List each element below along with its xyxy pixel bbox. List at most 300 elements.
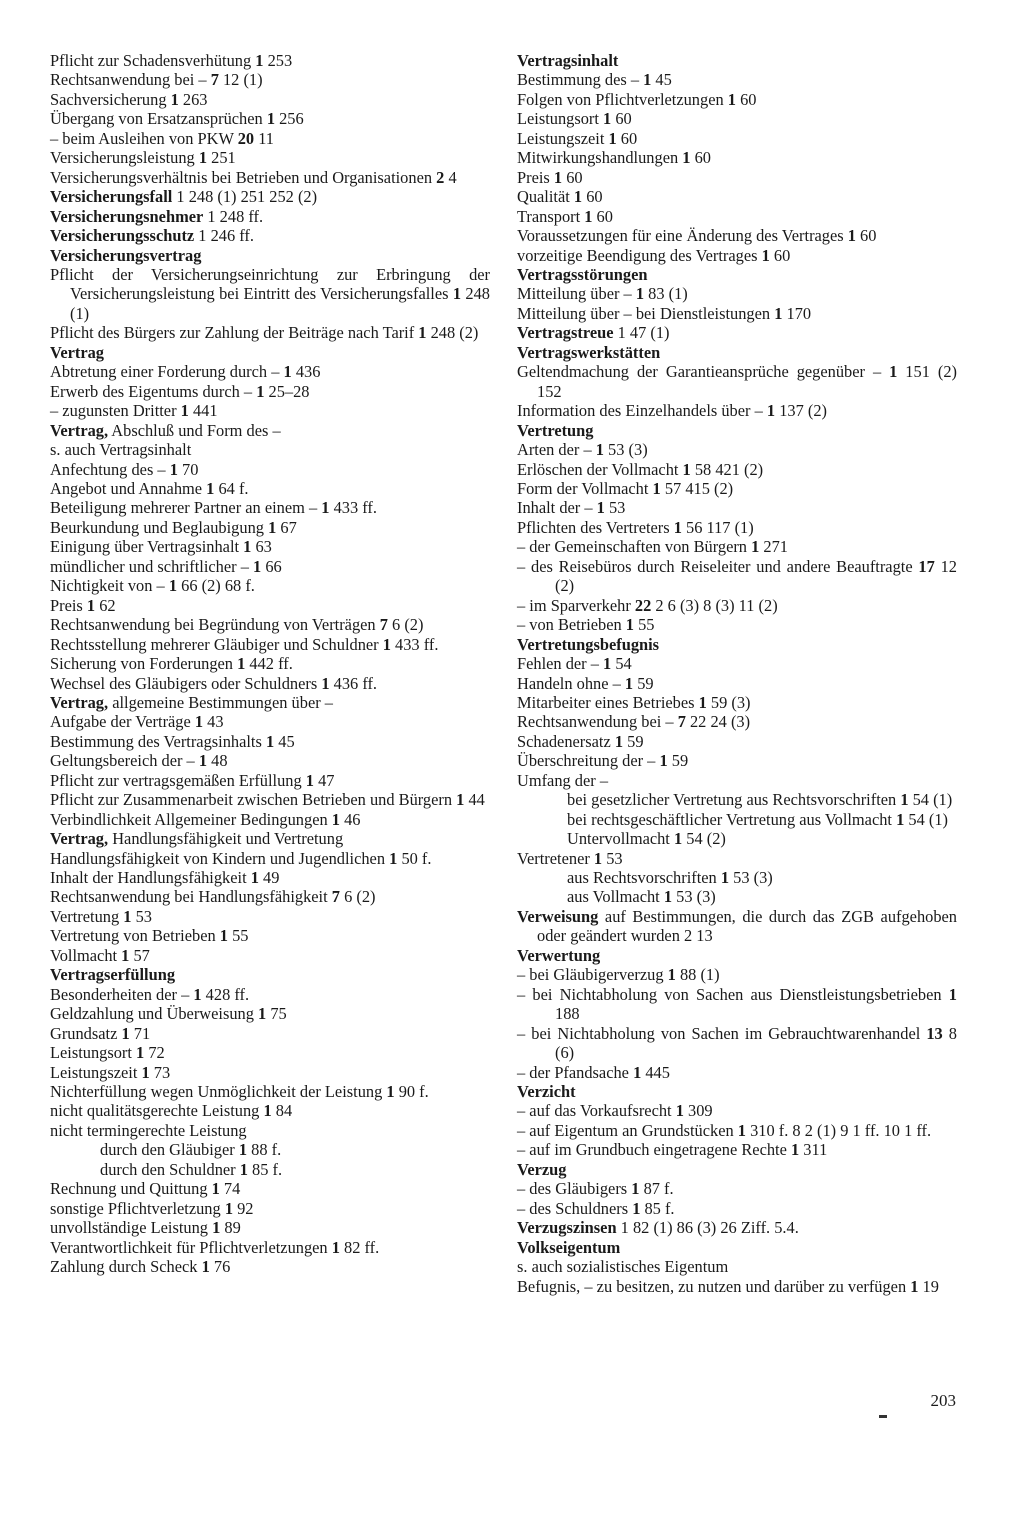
index-entry [50, 498, 490, 517]
index-entry [50, 596, 490, 615]
law-number: 1 [224, 1198, 234, 1218]
law-number: 1 [198, 148, 208, 168]
index-heading-entry [50, 421, 490, 440]
section-reference: 45 [274, 731, 295, 751]
heading-reference: Abschluß und Form des – [108, 420, 281, 440]
section-reference: 54 [611, 654, 632, 674]
heading-reference: 1 246 ff. [194, 226, 254, 246]
entry-term: Fehlen der – [517, 654, 604, 674]
section-reference: 445 [641, 1062, 670, 1082]
law-number: 1 [194, 712, 204, 732]
section-reference: 75 [266, 1004, 287, 1024]
index-entry [517, 654, 957, 673]
index-entry [50, 1024, 490, 1043]
index-subentry [517, 810, 957, 829]
section-reference: 53 (3) [603, 440, 648, 460]
entry-term: – bei Nichtabholung von Sachen im Gebrauchtwarenhandel [517, 1023, 927, 1043]
law-number: 1 [86, 595, 96, 615]
entry-term: Besonderheiten der – [50, 984, 194, 1004]
law-number: 1 [761, 245, 770, 265]
entry-term: Nichterfüllung wegen Unmöglichkeit der Leistung [50, 1082, 387, 1102]
section-reference: 92 [233, 1198, 254, 1218]
entry-term: vorzeitige Beendigung des Vertrages [517, 245, 762, 265]
heading-reference: Handlungsfähigkeit und Vertretung [108, 829, 344, 849]
section-reference: 66 (2) 68 f. [177, 576, 255, 596]
law-number: 1 [910, 1276, 919, 1296]
entry-term: Bestimmung des – [517, 70, 644, 90]
index-entry [50, 635, 490, 654]
index-heading: Verzicht [517, 1082, 576, 1102]
entry-term: Zahlung durch Scheck [50, 1257, 202, 1277]
law-number: 1 [682, 148, 691, 168]
law-number: 1 [751, 537, 760, 557]
law-number: 1 [321, 673, 330, 693]
entry-term: unvollständige Leistung [50, 1218, 213, 1238]
index-entry [517, 518, 957, 537]
section-reference: 53 [602, 848, 623, 868]
section-reference: 87 f. [639, 1179, 674, 1199]
index-entry [50, 265, 490, 323]
entry-term: Leistungszeit [517, 128, 609, 148]
section-reference: 442 ff. [245, 654, 293, 674]
entry-term: Mitteilung über – [517, 284, 636, 304]
section-reference: 60 [690, 148, 711, 168]
entry-term: – der Gemeinschaften von Bürgern [517, 537, 752, 557]
law-number: 1 [389, 848, 398, 868]
law-number: 1 [198, 751, 208, 771]
section-reference: 441 [188, 401, 218, 421]
section-reference: 48 [207, 751, 228, 771]
entry-term: Arten der – [517, 440, 596, 460]
entry-term: Untervollmacht [567, 829, 674, 849]
entry-term: Pflicht der Versicherungseinrichtung zur Erbringung der Versicherungsleistung bei Eintritt des Versicherungsfalles [50, 264, 490, 304]
entry-term: Leistungsort [517, 109, 604, 129]
section-reference: 84 [271, 1101, 293, 1121]
index-entry [50, 751, 490, 770]
section-reference: 50 f. [397, 848, 432, 868]
section-reference: 311 [799, 1140, 828, 1160]
index-entry [517, 479, 957, 498]
entry-term: Angebot und Annahme [50, 478, 207, 498]
index-heading-entry [517, 323, 957, 342]
index-entry [517, 129, 957, 148]
section-reference: 63 [251, 537, 272, 557]
index-entry [517, 284, 957, 303]
section-reference: 54 (2) [682, 829, 726, 849]
index-entry [517, 1199, 957, 1218]
law-number: 1 [667, 965, 676, 985]
index-entry [50, 810, 490, 829]
entry-term: Pflichten des Vertreters [517, 517, 674, 537]
section-reference: 2 6 (3) 8 (3) 11 (2) [651, 595, 778, 615]
law-number: 1 [212, 1218, 221, 1238]
index-subentry [517, 887, 957, 906]
law-number: 1 [673, 829, 683, 849]
entry-term: bei gesetzlicher Vertretung aus Rechtsvorschriften [567, 790, 901, 810]
law-number: 13 [926, 1023, 943, 1043]
law-number: 1 [255, 51, 264, 70]
index-heading: Vertragserfüllung [50, 965, 176, 985]
section-reference: 263 [178, 89, 208, 109]
entry-term: – von Betrieben [517, 615, 626, 635]
law-number: 1 [239, 1159, 248, 1179]
law-number: 1 [624, 673, 634, 693]
entry-term: Versicherungsleistung [50, 148, 199, 168]
index-entry [50, 926, 490, 945]
entry-term: Sicherung von Forderungen [50, 654, 238, 674]
index-entry [517, 1121, 957, 1140]
entry-term: Nichtigkeit von – [50, 576, 169, 596]
law-number: 1 [790, 1140, 800, 1160]
section-reference: 22 24 (3) [685, 712, 751, 732]
section-reference: 60 [592, 206, 613, 226]
section-reference: 66 [261, 556, 282, 576]
law-number: 1 [211, 1179, 220, 1199]
section-reference: 55 [634, 615, 655, 635]
law-number: 1 [253, 556, 262, 576]
section-reference: 60 [855, 226, 877, 246]
index-heading-entry [50, 829, 490, 848]
entry-term: aus Rechtsvorschriften [567, 868, 721, 888]
index-entry [517, 674, 957, 693]
entry-term: Inhalt der Handlungsfähigkeit [50, 868, 251, 888]
entry-term: sonstige Pflichtverletzung [50, 1198, 225, 1218]
law-number: 1 [720, 868, 730, 888]
index-entry [517, 90, 957, 109]
law-number: 1 [673, 517, 682, 537]
entry-term: – zugunsten Dritter [50, 401, 181, 421]
heading-reference: 1 248 ff. [203, 206, 264, 226]
law-number: 1 [737, 1120, 746, 1140]
index-entry [50, 712, 490, 731]
index-entry [517, 1257, 957, 1276]
law-number: 1 [643, 70, 652, 90]
heading-term: Vertragstreue [517, 323, 614, 343]
entry-term: Einigung über Vertragsinhalt [50, 537, 244, 557]
entry-term: Rechnung und Quittung [50, 1179, 212, 1199]
entry-term: – beim Ausleihen von PKW [50, 128, 238, 148]
index-entry [517, 537, 957, 556]
index-entry [517, 70, 957, 89]
entry-term: Rechtsanwendung bei Begründung von Verträgen [50, 615, 380, 635]
index-entry [517, 693, 957, 712]
index-entry [517, 1024, 957, 1063]
printing-mark [879, 1415, 887, 1418]
heading-term: Verzugszinsen [517, 1218, 617, 1238]
index-entry [50, 537, 490, 556]
index-entry [50, 51, 490, 70]
law-number: 1 [193, 984, 202, 1004]
law-number: 1 [123, 906, 132, 926]
section-reference: 8 (6) [555, 1023, 957, 1063]
index-entry [517, 615, 957, 634]
index-entry [50, 1101, 490, 1120]
index-entry [50, 654, 490, 673]
entry-term: Beteiligung mehrerer Partner an einem – [50, 498, 322, 518]
section-reference: 6 (2) [339, 887, 376, 907]
index-entry [517, 460, 957, 479]
section-reference: 59 [623, 731, 644, 751]
law-number: 1 [652, 478, 661, 498]
law-number: 1 [121, 945, 130, 965]
law-number: 1 [243, 537, 252, 557]
section-reference: 60 [611, 109, 632, 129]
section-reference: 433 ff. [390, 634, 439, 654]
section-reference: 248 (1) [70, 284, 490, 323]
index-subentry [517, 868, 957, 887]
entry-term: – des Schuldners [517, 1198, 633, 1218]
index-entry [517, 207, 957, 226]
entry-term: s. auch Vertragsinhalt [50, 440, 192, 460]
entry-term: Umfang der – [517, 770, 609, 790]
section-reference: 53 (3) [729, 868, 773, 888]
index-entry [50, 1082, 490, 1101]
entry-term: Transport [517, 206, 585, 226]
section-reference: 58 421 (2) [690, 459, 764, 479]
law-number: 7 [210, 70, 219, 90]
index-heading: Vertragsinhalt [517, 51, 619, 70]
index-entry [50, 518, 490, 537]
index-entry [50, 460, 490, 479]
index-entry [517, 557, 957, 596]
section-reference: 70 [177, 459, 199, 479]
section-reference: 55 [227, 926, 249, 946]
index-entry [517, 168, 957, 187]
index-entry [50, 1218, 490, 1237]
index-entry [50, 70, 490, 89]
entry-term: Voraussetzungen für eine Änderung des Vertrages [517, 226, 848, 246]
law-number: 1 [900, 790, 909, 810]
law-number: 1 [614, 731, 624, 751]
law-number: 1 [452, 284, 462, 304]
entry-term: mündlicher und schriftlicher – [50, 556, 254, 576]
law-number: 1 [121, 1023, 130, 1043]
index-entry [517, 187, 957, 206]
entry-term: nicht termingerechte Leistung [50, 1120, 247, 1140]
entry-term: Übergang von Ersatzansprüchen [50, 109, 267, 129]
index-heading: Vertragswerkstätten [517, 342, 661, 362]
entry-term: – bei Nichtabholung von Sachen aus Dienstleistungsbetrieben [517, 984, 949, 1004]
law-number: 1 [896, 809, 905, 829]
index-heading: Verzug [517, 1159, 567, 1179]
entry-term: Geltendmachung der Garantieansprüche gegenüber – [517, 362, 890, 382]
index-entry [50, 1179, 490, 1198]
law-number: 1 [663, 887, 673, 907]
index-entry [50, 382, 490, 401]
section-reference: 59 (3) [706, 692, 751, 712]
index-entry [517, 1063, 957, 1082]
section-reference: 12 (2) [555, 556, 957, 596]
index-entry [517, 965, 957, 984]
law-number: 1 [596, 498, 605, 518]
entry-term: Mitarbeiter eines Betriebes [517, 692, 699, 712]
entry-term: Pflicht zur Zusammenarbeit zwischen Betrieben und Bürgern [50, 790, 457, 810]
entry-term: Erlöschen der Vollmacht [517, 459, 683, 479]
section-reference: 67 [276, 517, 297, 537]
heading-term: Verweisung [517, 906, 599, 926]
entry-term: aus Vollmacht [567, 887, 664, 907]
entry-term: – bei Gläubigerverzug [517, 965, 668, 985]
entry-term: Leistungszeit [50, 1062, 142, 1082]
section-reference: 49 [258, 868, 280, 888]
law-number: 1 [682, 459, 691, 479]
entry-term: – des Reisebüros durch Reiseleiter und andere Beauftragte [517, 556, 919, 576]
index-subentry [517, 790, 957, 809]
law-number: 1 [169, 459, 178, 479]
index-entry [50, 440, 490, 459]
heading-reference: 1 47 (1) [613, 323, 670, 343]
entry-term: Geldzahlung und Überweisung [50, 1004, 259, 1024]
index-entry [517, 1140, 957, 1159]
index-entry [50, 109, 490, 128]
law-number: 1 [608, 128, 617, 148]
index-entry [517, 246, 957, 265]
section-reference: 54 (1) [908, 790, 953, 810]
index-entry [50, 148, 490, 167]
entry-term: – auf im Grundbuch eingetragene Rechte [517, 1140, 791, 1160]
law-number: 1 [625, 615, 634, 635]
index-entry [50, 887, 490, 906]
law-number: 1 [201, 1257, 210, 1277]
index-heading: Volkseigentum [517, 1237, 621, 1257]
law-number: 1 [418, 323, 427, 343]
index-heading: Versicherungsvertrag [50, 245, 202, 265]
section-reference: 60 [769, 245, 791, 265]
section-reference: 45 [651, 70, 672, 90]
section-reference: 90 f. [394, 1082, 429, 1102]
index-entry [50, 557, 490, 576]
index-heading-entry [50, 226, 490, 245]
entry-term: Folgen von Pflichtverletzungen [517, 89, 728, 109]
law-number: 1 [675, 1101, 684, 1121]
law-number: 1 [603, 109, 612, 129]
section-reference: 60 [616, 128, 638, 148]
index-heading-entry [50, 693, 490, 712]
page-number: 203 [930, 1391, 956, 1410]
index-entry [517, 985, 957, 1024]
section-reference: 89 [220, 1218, 241, 1238]
section-reference: 12 (1) [218, 70, 263, 90]
entry-term: Rechtsanwendung bei Handlungsfähigkeit [50, 887, 332, 907]
index-heading-entry [50, 187, 490, 206]
index-entry [50, 946, 490, 965]
entry-term: Mitteilung über – bei Dienstleistungen [517, 303, 775, 323]
index-entry [50, 1257, 490, 1276]
law-number: 1 [265, 731, 275, 751]
index-entry [50, 479, 490, 498]
heading-reference: allgemeine Bestimmungen über – [108, 692, 333, 712]
law-number: 1 [727, 89, 736, 109]
entry-term: Information des Einzelhandels über – [517, 401, 767, 421]
section-reference: 43 [203, 712, 224, 732]
law-number: 1 [456, 790, 465, 810]
index-entry [517, 148, 957, 167]
section-reference: 309 [683, 1101, 713, 1121]
section-reference: 11 [254, 128, 275, 148]
section-reference: 54 (1) [904, 809, 948, 829]
section-reference: 59 [667, 751, 689, 771]
section-reference: 151 (2) 152 [537, 362, 957, 401]
section-reference: 57 [129, 945, 150, 965]
index-entry [50, 1004, 490, 1023]
entry-term: Bestimmung des Vertragsinhalts [50, 731, 266, 751]
index-entry [50, 1238, 490, 1257]
law-number: 2 [436, 167, 445, 187]
entry-term: Preis [517, 167, 554, 187]
heading-term: Vertrag, [50, 420, 109, 440]
heading-term: Vertrag, [50, 829, 109, 849]
law-number: 1 [847, 226, 856, 246]
entry-term: Befugnis, – zu besitzen, zu nutzen und darüber zu verfügen [517, 1276, 911, 1296]
index-entry [50, 129, 490, 148]
heading-reference: auf Bestimmungen, die durch das ZGB aufgehoben oder geändert wurden 2 13 [537, 906, 957, 946]
section-reference: 253 [263, 51, 293, 70]
law-number: 1 [250, 868, 259, 888]
section-reference: 60 [562, 167, 583, 187]
entry-term: Vertretener [517, 848, 594, 868]
law-number: 20 [237, 128, 255, 148]
index-subentry [517, 829, 957, 848]
law-number: 1 [698, 692, 707, 712]
entry-term: Geltungsbereich der – [50, 751, 199, 771]
index-heading-entry [517, 907, 957, 946]
section-reference: 188 [555, 1004, 580, 1024]
entry-term: – der Pfandsache [517, 1062, 634, 1082]
section-reference: 256 [275, 109, 304, 129]
law-number: 1 [603, 654, 612, 674]
section-reference: 46 [339, 809, 361, 829]
section-reference: 74 [219, 1179, 241, 1199]
section-reference: 44 [464, 790, 485, 810]
entry-term: Rechtsstellung mehrerer Gläubiger und Schuldner [50, 634, 383, 654]
section-reference: 88 f. [247, 1140, 282, 1160]
law-number: 1 [263, 1101, 272, 1121]
law-number: 1 [331, 1237, 340, 1257]
section-reference: 57 415 (2) [660, 478, 734, 498]
law-number: 1 [573, 187, 583, 207]
index-entry [50, 401, 490, 420]
law-number: 1 [268, 517, 277, 537]
entry-term: Pflicht zur vertragsgemäßen Erfüllung [50, 770, 306, 790]
entry-term: – auf Eigentum an Grundstücken [517, 1120, 738, 1140]
section-reference: 88 (1) [675, 965, 720, 985]
law-number: 1 [206, 478, 215, 498]
index-subentry [50, 1140, 490, 1159]
heading-term: Versicherungsnehmer [50, 206, 204, 226]
law-number: 7 [331, 887, 340, 907]
section-reference: 271 [759, 537, 788, 557]
section-reference: 6 (2) [387, 615, 424, 635]
index-heading: Vertrag [50, 342, 105, 362]
law-number: 1 [256, 381, 265, 401]
law-number: 1 [632, 1198, 641, 1218]
law-number: 1 [168, 576, 178, 596]
index-heading-entry [50, 207, 490, 226]
index-entry [517, 1101, 957, 1120]
index-entry [50, 615, 490, 634]
law-number: 1 [595, 440, 604, 460]
entry-term: Inhalt der – [517, 498, 597, 518]
entry-term: Pflicht zur Schadensverhütung [50, 51, 256, 70]
entry-term: s. auch sozialistisches Eigentum [517, 1257, 729, 1277]
law-number: 22 [634, 595, 652, 615]
index-entry [517, 401, 957, 420]
index-heading: Vertragsstörungen [517, 264, 648, 284]
law-number: 1 [238, 1140, 248, 1160]
law-number: 1 [766, 401, 776, 421]
index-entry [50, 1121, 490, 1140]
law-number: 17 [918, 556, 935, 576]
